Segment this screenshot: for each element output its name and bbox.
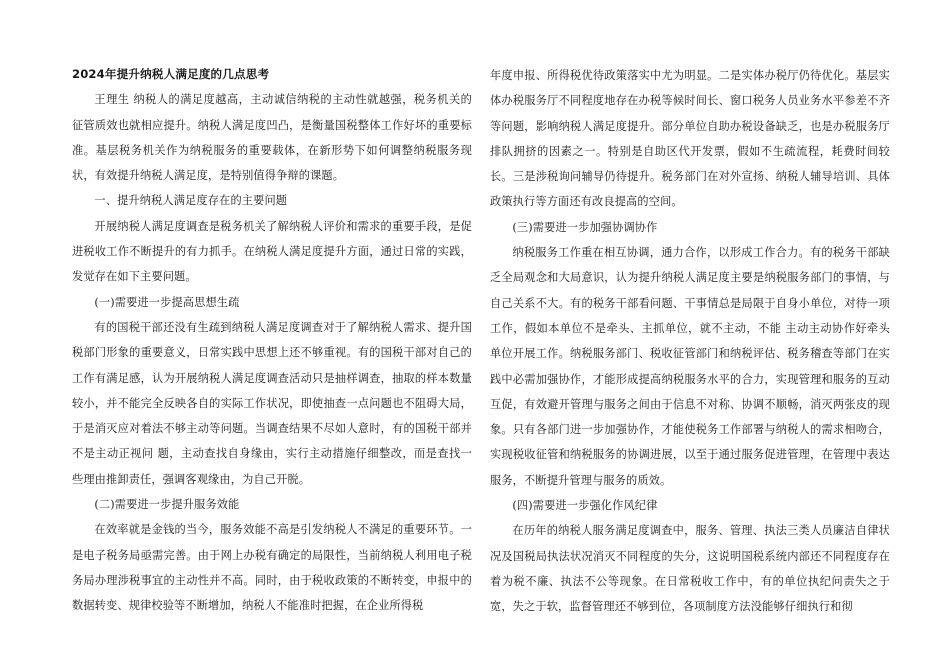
body-paragraph: 纳税服务工作重在相互协调，通力合作，以形成工作合力。有的税务干部缺乏全局观念和大局意识，认为提升纳税人满足度主要是纳税服务部门的事情，与自己关系不大。有的税务干部看问题、干事情总是局限于自身小单位，对待一项工作，假如本单位不是牵头、主抓单位，就不主动，不能 主动主动协作好牵头单位开展工作。纳税服务部门、税收征管部门和纳税评估、税务稽查等部门在实践中必需加强协作，才能形成提高纳税服务水平的合力，实现管理和服务的互动互促，有效避开管理与服务之间由于信息不对称、协调不顺畅，消灭两张皮的现象。只有各部门进一步加强协作，才能使税务工作部署与纳税人的需求相吻合，实现税收征管和纳税服务的协调进展，以至于通过服务促进管理，在管理中表达服务，不断提升管理与服务的质效。 — [490, 246, 890, 487]
left-column — [72, 62, 472, 619]
subsection-heading-4: (四)需要进一步强化作风纪律 — [512, 499, 658, 513]
section-heading-1: 一、提升纳税人满足度存在的主要问题 — [94, 194, 288, 208]
subsection-heading-1: (一)需要进一步提高思想生疏 — [94, 295, 240, 309]
body-paragraph: 开展纳税人满足度调查是税务机关了解纳税人评价和需求的重要手段，是促进税收工作不断提升的有力抓手。在纳税人满足度提升方面，通过日常的实践，发觉存在如下主要问题。 — [72, 219, 472, 284]
right-column — [490, 63, 890, 620]
subsection-heading-2: (二)需要进一步提升服务效能 — [94, 498, 240, 512]
body-paragraph: 在历年的纳税人服务满足度调查中，服务、管理、执法三类人员廉洁自律状况及国税局执法状况消灭不同程度的失分，这说明国税系统内部还不同程度存在着为税不廉、执法不公等现象。在日常税收工作中，有的单位执纪问责失之于宽，失之于软，监督管理还不够到位，各项制度方法没能够仔细执行和彻 — [490, 524, 890, 614]
body-paragraph: 在效率就是金钱的当今，服务效能不高是引发纳税人不满足的重要环节。一是电子税务局亟需完善。由于网上办税有确定的局限性，当前纳税人利用电子税务局办理涉税事宜的主动性并不高。同时，由于税收政策的不断转变，申报中的数据转变、规律校验等不断增加，纳税人不能准时把握，在企业所得税 — [72, 523, 472, 613]
continuation-paragraph: 年度申报、所得税优待政策落实中尤为明显。二是实体办税厅仍待优化。基层实体办税服务厅不同程度地存在办税等候时间长、窗口税务人员业务水平参差不齐等问题，影响纳税人满足度提升。部分单位自助办税设备缺乏，也是办税服务厅排队拥挤的因素之一。特别是自助区代开发票，假如不生疏流程，耗费时间较长。三是涉税询问辅导仍待提升。税务部门在对外宣扬、纳税人辅导培训、具体政策执行等方面还有改良提高的空间。 — [490, 69, 890, 209]
intro-paragraph: 王理生 纳税人的满足度越高，主动诚信纳税的主动性就越强，税务机关的征管质效也就相应提升。纳税人满足度凹凸，是衡量国税整体工作好坏的重要标准。基层税务机关作为纳税服务的重要载体，在新形势下如何调整纳税服务现状，有效提升纳税人满足度，是特别值得争辩的课题。 — [72, 93, 472, 183]
subsection-heading-3: (三)需要进一步加强协调协作 — [512, 220, 658, 234]
body-paragraph: 有的国税干部还没有生疏到纳税人满足度调查对于了解纳税人需求、提升国税部门形象的重要意义，日常实践中思想上还不够重视。有的国税干部对自己的工作有满足感，认为开展纳税人满足度调查活动只是抽样调查，抽取的样本数量较小，并不能完全反映各自的实际工作状况，即使抽查一点问题也不阻碍大局，于是消灭应对着法不够主动等问题。当调查结果不尽如人意时，有的国税干部并不是主动正视问 题，主动查找自身缘由，实行主动措施仔细整改，而是查找一些理由推卸责任，强调客观缘由，为自己开脱。 — [72, 320, 472, 486]
document-title: 2024年提升纳税人满足度的几点思考 — [72, 67, 270, 81]
